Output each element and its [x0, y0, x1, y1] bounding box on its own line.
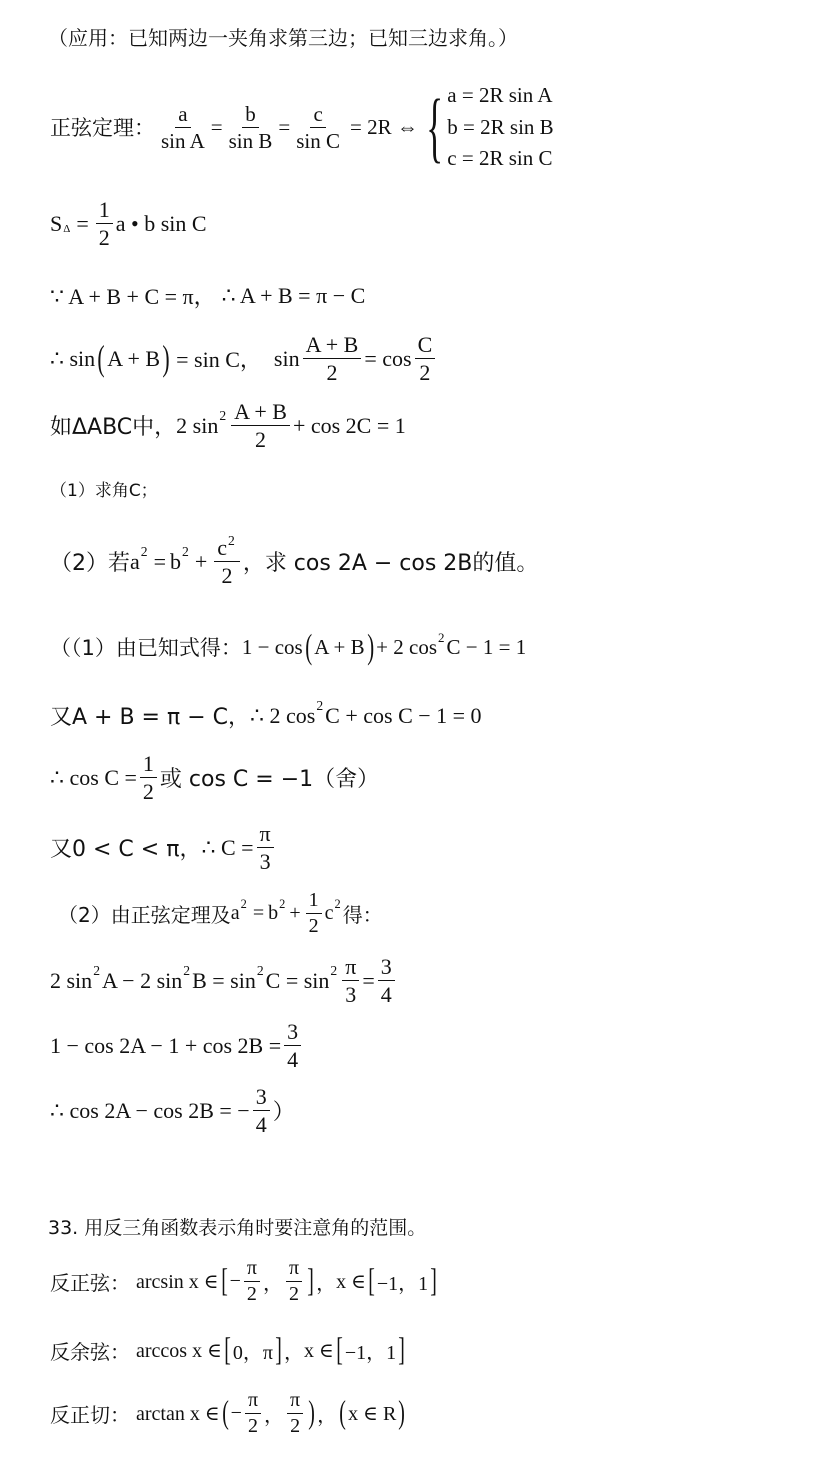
- part: C = sin: [265, 967, 330, 993]
- fraction-one-half: [140, 752, 157, 803]
- triangle-subscript: Δ: [63, 222, 71, 235]
- a-plus-b: A + B: [107, 345, 161, 371]
- fraction-aplusb-over-2: [231, 400, 290, 451]
- question-2: [50, 533, 539, 589]
- part: 1 − cos 2A − 1 + cos 2B =: [50, 1032, 282, 1058]
- solution-again: [50, 697, 482, 731]
- sol2-line3: [50, 1085, 295, 1136]
- numerator: π: [257, 822, 274, 848]
- comma: ，: [317, 1405, 338, 1427]
- denominator: sin B: [228, 128, 273, 153]
- example-prefix: 如ΔABC中，: [50, 415, 177, 441]
- numerator: π: [244, 1258, 260, 1282]
- question-1: （1）求角C；: [50, 481, 158, 501]
- right-paren: ): [366, 628, 374, 666]
- numerator: C: [415, 333, 436, 359]
- part: ∴ cos 2A − cos 2B = −: [50, 1097, 250, 1123]
- var-b: b: [268, 902, 279, 924]
- sine-system-line: b = 2R sin B: [447, 114, 554, 139]
- range-prefix: 又0 < C < π，: [50, 837, 202, 863]
- denominator: 2: [290, 1415, 301, 1437]
- fraction-a-sinA: [158, 103, 208, 152]
- exponent: 2: [330, 963, 338, 979]
- fraction-c-over-2: [415, 333, 436, 384]
- exponent: 2: [219, 408, 227, 424]
- equals-sign: =: [210, 114, 223, 139]
- equals-sign: =: [153, 548, 166, 574]
- denominator: 2: [247, 1415, 258, 1437]
- sine-system: [422, 80, 554, 175]
- left-bracket: [: [368, 1263, 375, 1299]
- numerator: 3: [253, 1085, 270, 1111]
- denominator: 4: [380, 982, 392, 1008]
- example-statement: 如ΔABC中， 2 sin 2 $\frac{A + B}{2}$ + cos 2C = 1: [50, 399, 406, 453]
- solution-2: [58, 890, 383, 937]
- denominator: 2: [221, 563, 233, 589]
- numerator: 3: [284, 1020, 301, 1046]
- denominator: sin C: [296, 128, 340, 153]
- numerator: 1: [306, 890, 322, 914]
- numerator: π: [245, 1390, 261, 1414]
- fraction-3-over-4: [253, 1085, 270, 1136]
- exponent: 2: [316, 697, 324, 713]
- equals-sign: =: [362, 967, 375, 993]
- denominator: 3: [259, 849, 271, 875]
- again-eq: ∴ 2 cos: [250, 702, 316, 728]
- numerator: A + B: [231, 400, 290, 426]
- left-paren: (: [221, 1395, 229, 1431]
- x-in: x ∈: [304, 1340, 334, 1362]
- therefore-sin: ∴ sin: [50, 345, 96, 371]
- denominator: 2: [98, 225, 110, 251]
- sol1-tail: + 2 cos: [376, 634, 438, 659]
- fraction-pi-over-2: [244, 1258, 260, 1305]
- comma: ，: [284, 1342, 304, 1364]
- equals-sign: =: [252, 902, 265, 924]
- comma: ，: [262, 1273, 283, 1295]
- exponent: 2: [334, 897, 341, 912]
- arctan-expr: arctan x ∈: [136, 1403, 220, 1425]
- denominator: 2: [419, 360, 431, 386]
- part: A − 2 sin: [102, 967, 183, 993]
- equals-2R-iff: = 2R ⇔: [349, 114, 418, 139]
- numerator: π: [342, 955, 359, 981]
- right-bracket: ]: [275, 1332, 282, 1368]
- right-paren: ): [398, 1395, 406, 1431]
- comma: ，: [316, 1273, 337, 1295]
- minus-sign: −: [230, 1402, 242, 1424]
- exponent: 2: [182, 544, 189, 560]
- application-note: （应用：已知两边一夹角求第三边；已知三边求角。）: [48, 26, 518, 50]
- var-b: b: [170, 548, 181, 574]
- sol1-end: C − 1 = 1: [446, 634, 527, 659]
- coefficient: 2: [176, 412, 188, 438]
- area-formula: [50, 198, 207, 249]
- exponent: 2: [438, 630, 445, 646]
- denominator: 2: [246, 1283, 257, 1305]
- area-tail: a • b sin C: [115, 210, 207, 236]
- equals-sign: =: [76, 210, 89, 236]
- close-paren: ）: [272, 1100, 295, 1126]
- example-tail: + cos 2C = 1: [292, 412, 406, 438]
- again-end: C + cos C − 1 = 0: [325, 702, 482, 728]
- fraction-c-sinC: [293, 103, 343, 152]
- c-range: [50, 822, 277, 873]
- left-bracket: [: [336, 1332, 343, 1368]
- exponent: 2: [183, 963, 191, 979]
- denominator: sin A: [161, 128, 205, 153]
- equals-cos: = cos: [364, 345, 412, 371]
- exponent: 2: [279, 897, 286, 912]
- denominator: 3: [345, 982, 357, 1008]
- left-bracket: [: [224, 1332, 231, 1368]
- exponent: 2: [256, 963, 264, 979]
- numerator: π: [287, 1390, 303, 1414]
- sol2-line2: [50, 1020, 304, 1071]
- sin-label: sin: [273, 345, 300, 371]
- fraction-pi-over-3: [257, 822, 274, 873]
- arcsin-expr: arcsin x ∈: [136, 1271, 219, 1293]
- numerator: b: [242, 103, 259, 128]
- fraction-one-half: [96, 198, 113, 249]
- cosc-tail: 或 cos C = −1（舍）: [159, 767, 380, 793]
- denominator: 4: [287, 1047, 299, 1073]
- sol2-line1: [50, 955, 398, 1006]
- fraction-aplusb-over-2: [303, 333, 362, 384]
- angle-sum: [50, 280, 365, 311]
- law-of-sines-label: 正弦定理：: [50, 116, 155, 141]
- denominator: 2: [142, 779, 154, 805]
- comma: ，: [264, 1405, 285, 1427]
- var-c: c: [217, 535, 227, 560]
- numerator: 1: [96, 198, 113, 224]
- fraction-pi-over-3: [342, 955, 359, 1006]
- q2-ask: ，求 cos 2A − cos 2B的值。: [242, 551, 539, 577]
- interval: −1，1: [344, 1342, 397, 1364]
- q2-prefix: （2）若: [50, 551, 130, 577]
- left-paren: (: [305, 628, 312, 666]
- sine-system-line: c = 2R sin C: [447, 146, 553, 170]
- denominator: 2: [289, 1283, 299, 1305]
- numerator: 3: [378, 955, 395, 981]
- equals-sign: =: [278, 114, 291, 139]
- arcsin-label: 反正弦：: [50, 1271, 130, 1295]
- numerator: π: [286, 1258, 302, 1282]
- interval: −1，1: [376, 1273, 429, 1295]
- because-statement: ∵ A + B + C = π，: [50, 284, 216, 309]
- fraction-one-half: [306, 890, 322, 937]
- exponent: 2: [140, 544, 148, 560]
- interval: 0，π: [232, 1342, 273, 1364]
- left-paren: (: [339, 1395, 346, 1431]
- plus-sign: +: [194, 548, 208, 574]
- sol2-prefix: （2）由正弦定理及: [58, 903, 231, 927]
- right-paren: ): [308, 1395, 315, 1431]
- right-bracket: ]: [430, 1263, 437, 1299]
- therefore-statement: ∴ A + B = π − C: [221, 282, 366, 308]
- arccos-expr: arccos x ∈: [136, 1340, 222, 1362]
- cosc-prefix: ∴ cos C =: [50, 764, 137, 790]
- numerator: A + B: [303, 333, 362, 359]
- var-c: c: [324, 902, 334, 924]
- right-bracket: ]: [398, 1332, 405, 1368]
- arccos-range: [50, 1334, 407, 1367]
- area-symbol: S: [50, 210, 63, 236]
- minus-sign: −: [229, 1270, 241, 1292]
- item-33-heading: 33. 用反三角函数表示角时要注意角的范围。: [48, 1217, 427, 1239]
- denominator: 2: [255, 427, 267, 453]
- fraction-3-over-4: [284, 1020, 301, 1071]
- arctan-range: [50, 1390, 407, 1437]
- exponent: 2: [93, 963, 100, 979]
- domain: x ∈ R: [348, 1403, 397, 1425]
- law-of-sines: [50, 80, 554, 175]
- numerator: c: [310, 103, 325, 128]
- a-plus-b: A + B: [314, 634, 365, 659]
- equals-sinC: = sin C，: [176, 347, 262, 373]
- fraction-3-over-4: [378, 955, 395, 1006]
- exponent: 2: [228, 533, 235, 549]
- sine-system-line: a = 2R sin A: [447, 83, 553, 107]
- exponent: 2: [240, 897, 247, 912]
- part: 2 sin: [50, 967, 93, 993]
- var-a: a: [230, 902, 240, 924]
- fraction-b-sinB: [226, 103, 276, 152]
- left-paren: (: [97, 338, 105, 379]
- sol1-eq: 1 − cos: [241, 634, 303, 659]
- right-bracket: ]: [307, 1263, 314, 1299]
- denominator: 4: [255, 1112, 267, 1138]
- part: B = sin: [192, 967, 256, 993]
- fraction-pi-over-2: [245, 1390, 261, 1437]
- left-bracket: [: [220, 1263, 228, 1299]
- denominator: 2: [326, 360, 338, 386]
- arcsin-range: [50, 1258, 439, 1305]
- again-prefix: 又A + B = π − C，: [50, 705, 251, 730]
- cosc-result: [50, 752, 379, 803]
- arctan-label: 反正切：: [50, 1403, 130, 1427]
- right-paren: ): [162, 338, 170, 379]
- solution-1: [50, 630, 526, 665]
- fraction-c2-over-2: [214, 533, 240, 589]
- arccos-label: 反余弦：: [50, 1340, 130, 1364]
- range-eq: ∴ C =: [201, 834, 254, 860]
- var-a: a: [130, 548, 140, 574]
- left-brace-icon: {: [426, 83, 443, 171]
- numerator: a: [175, 103, 190, 128]
- sol1-prefix: （（1）由已知式得：: [50, 636, 242, 661]
- x-in: x ∈: [336, 1271, 366, 1293]
- fraction-pi-over-2: [287, 1390, 303, 1437]
- plus-sign: +: [289, 902, 301, 924]
- numerator: 1: [140, 752, 157, 778]
- sol2-end: 得：: [342, 903, 383, 927]
- denominator: 2: [308, 915, 319, 937]
- fraction-pi-over-2: [286, 1258, 302, 1305]
- sin-identities: [50, 333, 438, 384]
